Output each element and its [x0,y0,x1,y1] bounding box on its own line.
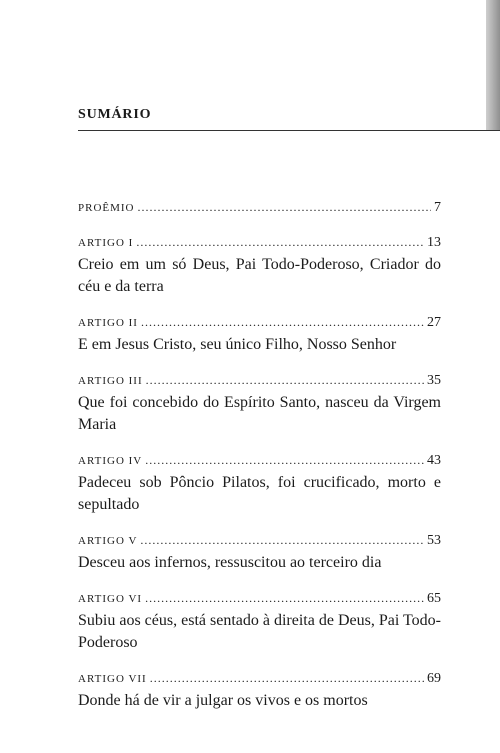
toc-entry-description: E em Jesus Cristo, seu único Filho, Nosso Senhor [78,336,397,353]
toc-entry-artigo-iii [78,373,441,436]
toc-entry-page: 13 [427,235,441,250]
dot-leader [140,533,424,548]
toc-entry-page: 69 [427,671,441,686]
dot-leader [145,453,424,468]
toc-entry-label: ARTIGO VI [78,593,143,605]
toc-entry-line [78,671,441,687]
toc-entry-label: ARTIGO VII [78,673,147,685]
dot-leader [138,200,431,215]
toc-entry-description: Subiu aos céus, está sentado à direita de Deus, Pai Todo-Poderoso [78,612,441,651]
toc-entry-line [78,533,441,549]
header-divider [78,130,500,131]
toc-entry-label: ARTIGO IV [78,455,143,467]
toc-entry-proemio [78,200,441,216]
toc-entry-label: ARTIGO V [78,535,138,547]
toc-entry-artigo-vii [78,671,441,712]
dot-leader [150,671,424,686]
toc-entry-page: 27 [427,315,441,330]
toc-entry-line [78,315,441,331]
adjacent-page-edge [486,0,500,130]
toc-entry-page: 53 [427,533,441,548]
toc-entry-artigo-i [78,235,441,298]
page-title: SUMÁRIO [78,107,152,122]
toc-entry-artigo-iv [78,453,441,516]
toc-entry-label: ARTIGO III [78,375,143,387]
dot-leader [146,373,424,388]
toc-entry-artigo-v [78,533,441,574]
toc-entry-artigo-vi [78,591,441,654]
toc-entry-description: Padeceu sob Pôncio Pilatos, foi crucificado, morto e sepultado [78,474,441,513]
toc-entry-description: Creio em um só Deus, Pai Todo-Poderoso, Criador do céu e da terra [78,256,441,295]
dot-leader [145,591,424,606]
toc-entry-description: Desceu aos infernos, ressuscitou ao terceiro dia [78,554,382,571]
toc-entry-description: Que foi concebido do Espírito Santo, nasceu da Virgem Maria [78,394,441,433]
dot-leader [141,315,424,330]
table-of-contents [78,200,441,729]
toc-entry-description: Donde há de vir a julgar os vivos e os mortos [78,692,368,709]
toc-entry-page: 7 [434,200,441,215]
toc-entry-line [78,453,441,469]
dot-leader [136,235,424,250]
toc-entry-page: 43 [427,453,441,468]
toc-entry-label: PROÊMIO [78,202,135,214]
toc-entry-label: ARTIGO I [78,237,134,249]
toc-entry-line [78,235,441,251]
toc-entry-line [78,200,441,216]
toc-entry-page: 35 [427,373,441,388]
toc-entry-label: ARTIGO II [78,317,138,329]
toc-entry-line [78,591,441,607]
toc-entry-artigo-ii [78,315,441,356]
toc-entry-page: 65 [427,591,441,606]
toc-entry-line [78,373,441,389]
